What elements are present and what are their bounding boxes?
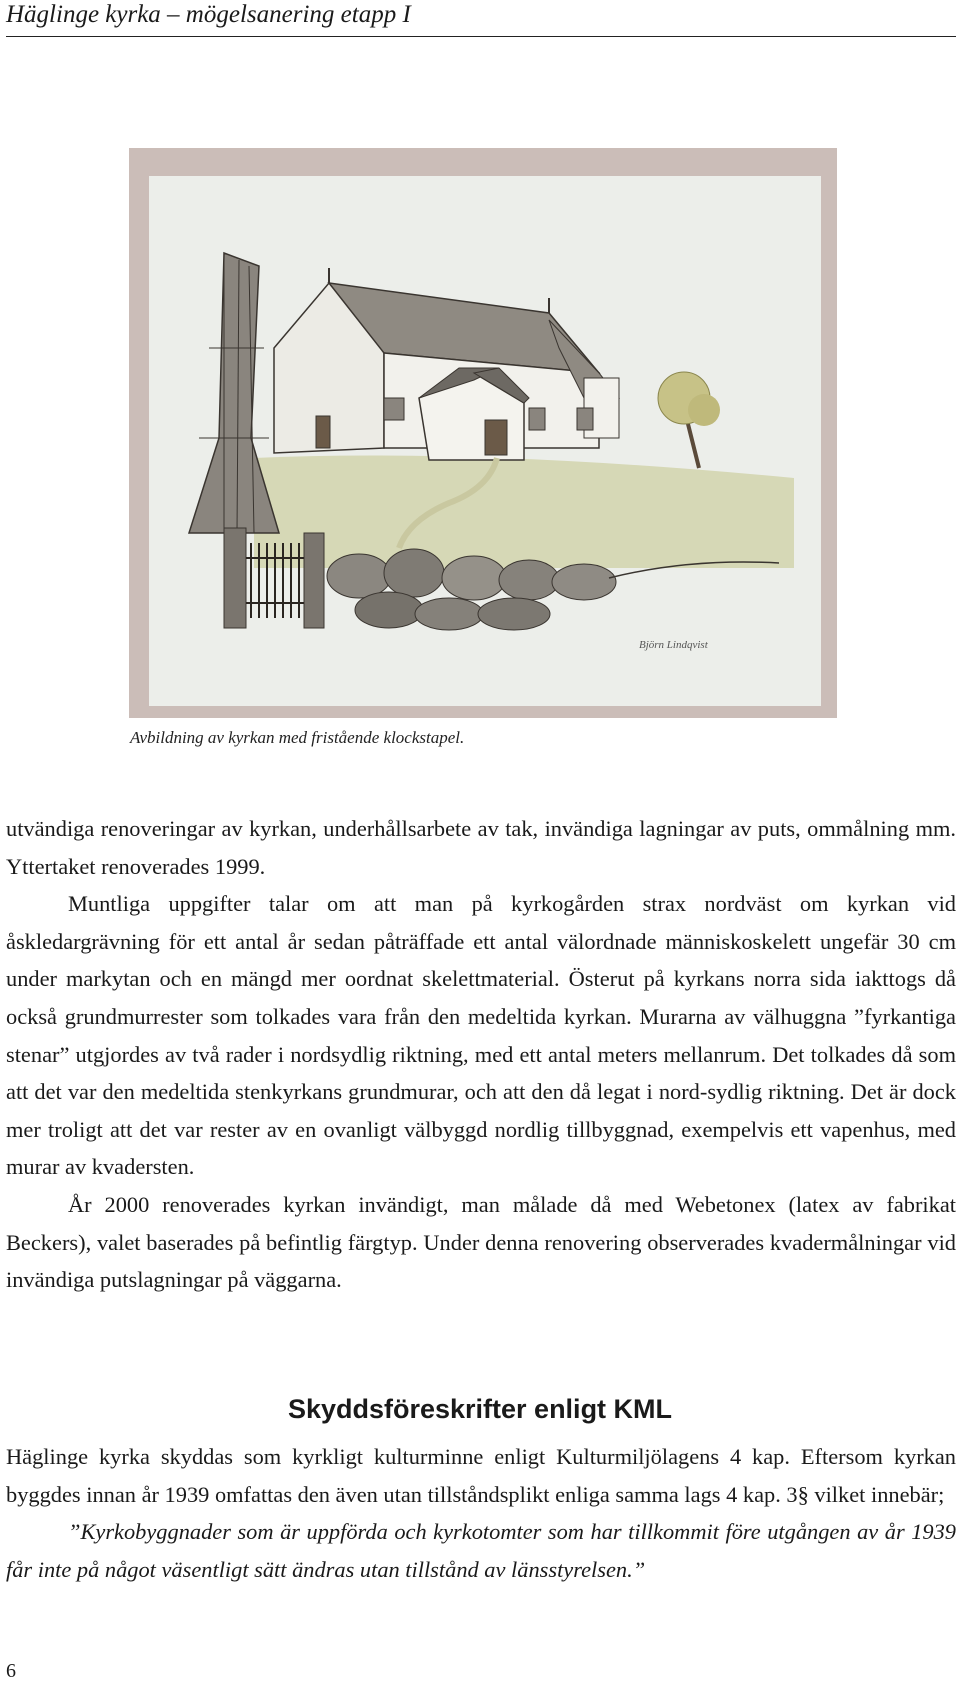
church-illustration-photo xyxy=(129,148,837,718)
section-paragraph: Häglinge kyrka skyddas som kyrkligt kulturminne enligt Kulturmiljölagens 4 kap. Eftersom kyrkan byggdes innan år 1939 omfattas den även utan tillståndsplikt enliga samma lags 4 kap. 3§ vilket innebär; xyxy=(6,1444,956,1507)
page-number: 6 xyxy=(6,1660,16,1682)
section-heading: Skyddsföreskrifter enligt KML xyxy=(287,1394,673,1424)
running-header xyxy=(6,0,956,37)
body-paragraph-2: Muntliga uppgifter talar om att man på kyrkogården strax nordväst om kyrkan vid åskledargrävning för ett antal år sedan påträffade ett antal välordnade människoskelett ungefär 30 cm under markytan och en mängd mer oordnat skelettmaterial. Österut på kyrkans norra sida iakttogs då också grundmurrester som tolkades vara från den medeltida kyrkan. Murarna av välhuggna ”fyrkantiga stenar” utgjordes av två rader i nordsydlig riktning, med ett antal meters mellanrum. Det tolkades då som att det var den medeltida stenkyrkans grundmurar, och att den då legat i nord-sydlig riktning. Det är dock mer troligt att det var rester av en ovanligt välbyggd nordlig tillbyggnad, exempelvis ett vapenhus, med murar av kvadersten. xyxy=(6,891,956,1180)
body-paragraph-3: År 2000 renoverades kyrkan invändigt, man målade då med Webetonex (latex av fabrikat Beckers), valet baserades på befintlig färgtyp. Under denna renovering observerades kvadermålningar vid invändiga putslagningar på väggarna. xyxy=(6,1191,956,1293)
church-drawing xyxy=(129,148,837,718)
figure-caption: Avbildning av kyrkan med fristående klockstapel. xyxy=(130,728,465,747)
artist-signature: Björn Lindqvist xyxy=(639,639,708,651)
header-title: Häglinge kyrka – mögelsanering etapp I xyxy=(6,1,411,28)
section-text xyxy=(6,1438,956,1588)
body-paragraph-1: utvändiga renoveringar av kyrkan, underhållsarbete av tak, invändiga lagningar av puts, ommålning mm. Yttertaket renoverades 1999. xyxy=(6,816,956,879)
body-text xyxy=(6,810,956,1299)
law-quote: ”Kyrkobyggnader som är uppförda och kyrkotomter som har tillkommit före utgången av år 1939 får inte på något väsentligt sätt ändras utan tillstånd av länsstyrelsen.” xyxy=(6,1519,956,1582)
